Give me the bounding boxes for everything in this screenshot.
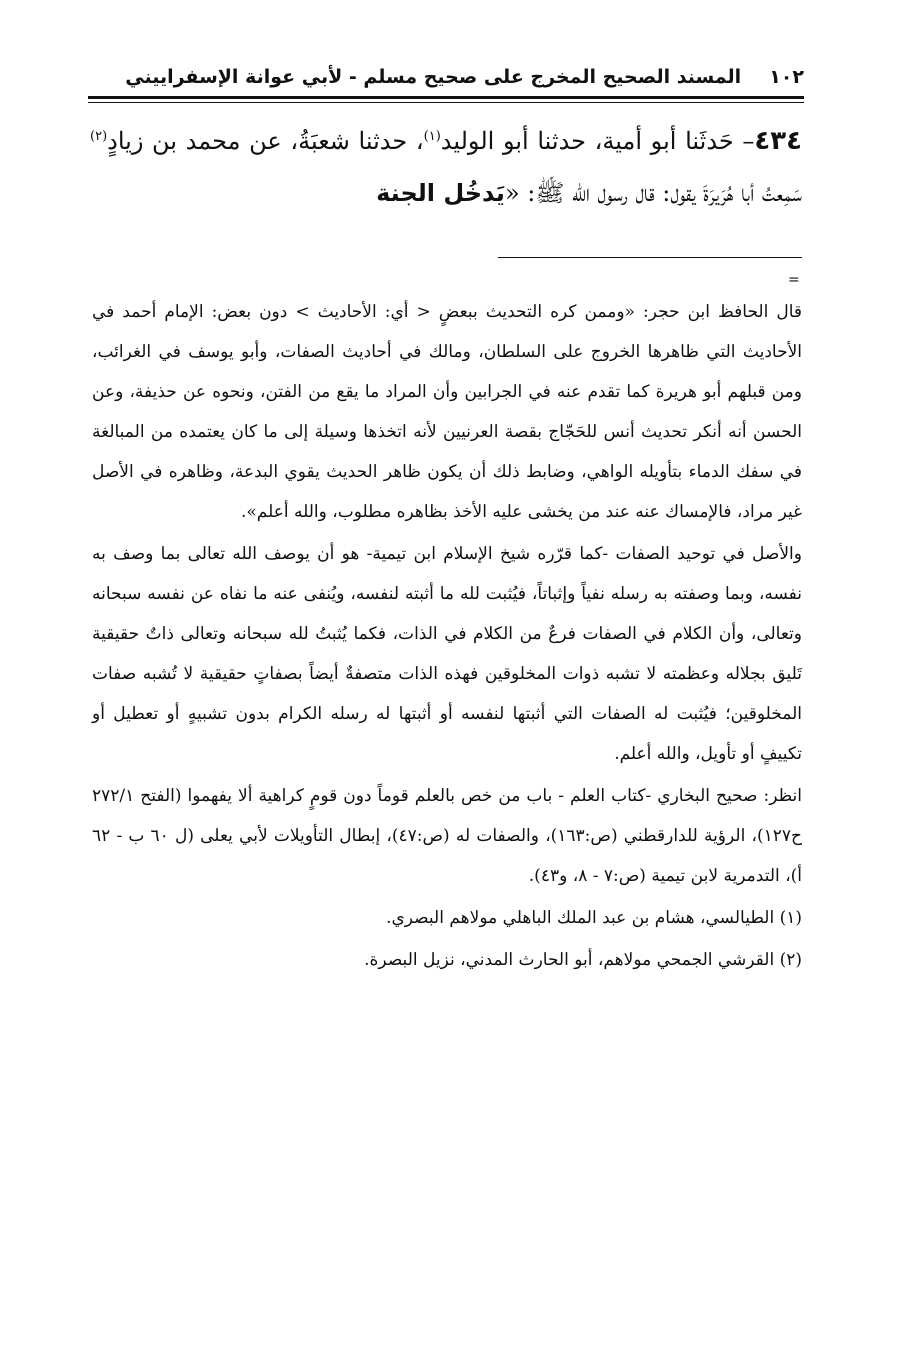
hadith-text-part1: – حَدثَنا أبو أمية، حدثنا أبو الوليد [440,127,755,155]
footnote-ref-1: (١) [423,129,441,144]
continuation-mark: = [788,272,800,288]
hadith-bold-tail: يَدخُل الجنة [376,179,505,207]
footnote-separator [498,257,802,258]
hadith-text [90,115,802,219]
hadith-text-part3: سَمِعتُ أبا هُرَيرَةَ يقول: قال رسول الله ﷺ: « [504,179,802,207]
footnote-1: (١) الطيالسي، هشام بن عبد الملك الباهلي مولاهم البصري. [386,908,802,928]
page-number: ١٠٢ [769,66,804,88]
footnote-area [92,292,802,982]
running-title: المسند الصحيح المخرج على صحيح مسلم - لأبي عوانة الإسفراييني [125,66,742,88]
header-rule-thick [88,96,804,99]
note-paragraph-sifat: والأصل في توحيد الصفات -كما قرّره شيخ الإسلام ابن تيمية- هو أن يوصف الله تعالى بما وصف به نفسه، وبما وصفته به رسله نفياً وإثباتاً، فيُثبت لله ما أثبته لنفسه، ويُنفى عنه ما نفاه عن نفسه سبحانه وتعالى، وأن الكلام في الصفات فرعٌ من الكلام في الذات، فكما يُثبتُ لله سبحانه وتعالى ذاتٌ حقيقية تَليق بجلاله وعظمته لا تشبه ذوات المخلوقين فهذه الذات متصفةٌ أيضاً بصفاتٍ حقيقية لا تُشبه صفات المخلوقين؛ فيُثبت له الصفات التي أثبتها لنفسه أو أثبتها له رسله الكرام بدون تشبيهٍ أو تعطيل أو تكييفٍ أو تأويل، والله أعلم. [92,544,802,764]
hadith-paragraph [90,115,802,219]
footnote-ref-2: (٢) [90,129,108,144]
running-header [88,62,804,92]
hadith-text-part2: ، حدثنا شعبَةُ، عن محمد بن زيادٍ [107,127,424,155]
header-rule-thin [88,102,804,103]
footnote-2: (٢) القرشي الجمحي مولاهم، أبو الحارث المدني، نزيل البصرة. [364,950,802,970]
note-paragraph-references: انظر: صحيح البخاري -كتاب العلم - باب من خص بالعلم قوماً دون قومٍ كراهية ألا يفهموا (الفتح ٢٧٢/١ ح١٢٧)، الرؤية للدارقطني (ص:١٦٣)، والصفات له (ص:٤٧)، إبطال التأويلات لأبي يعلى (ل ٦٠ ب - ٦٢ أ)، التدمرية لابن تيمية (ص:٧ - ٨، و٤٣). [92,786,802,886]
hadith-number: ٤٣٤ [754,126,803,156]
note-paragraph-ibn-hajar: قال الحافظ ابن حجر: «وممن كره التحديث ببعضٍ < أي: الأحاديث > دون بعض: الإمام أحمد في الأحاديث التي ظاهرها الخروج على السلطان، ومالك في أحاديث الصفات، وأبو يوسف في الغرائب، ومن قبلهم أبو هريرة كما تقدم عنه في الجرابين وأن المراد ما يقع من الفتن، ونحوه عن حذيفة، وعن الحسن أنه أنكر تحديث أنس للحَجّاج بقصة العرنيين لأنه اتخذها وسيلة إلى ما كان يعتمده من المبالغة في سفك الدماء بتأويله الواهي، وضابط ذلك أن يكون ظاهر الحديث يقوي البدعة، وظاهره في الأصل غير مراد، فالإمساك عنه عند من يخشى عليه الأخذ بظاهره مطلوب، والله أعلم». [92,302,802,522]
